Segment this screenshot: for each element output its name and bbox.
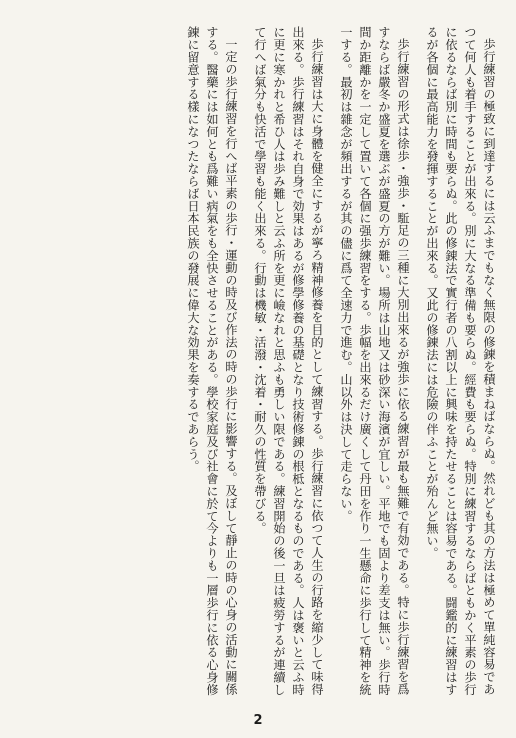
paragraph: 歩行練習の形式は徐歩・強歩・駈足の三種に大別出來るが強歩に依る練習が最も無難で有効である。特に歩行練習を爲すならば嚴冬か盛夏を選ぶが盛夏の方が難い。場所は山地又は砂深い海濱が宜しい。平地でも固より差支は無い。歩行時間か距離かを一定して置いて各個に强歩練習をする。歩幅を出來るだけ廣くして丹田を作り一生懸命に歩行して精神を統一する。最初は雜念が頻出するが其の儘に爲て全速力で進む。山以外は決して走らない。: [339, 26, 410, 696]
page-number: 2: [253, 713, 263, 728]
paragraph: 歩行練習の極致に到達するには云ふまでもなく無限の修錬を積まねばならぬ。然れども其の方法は極めて單純容易であつて何人も着手することが出來る。別に大なる準備も要らぬ。經費も要らぬ。特別に練習するならばともかく平素の歩行に依るならば別に時間も要らぬ。此の修錬法で實行者の八割以上に興味を持たせることは容易である。闘鑑的に練習はするが各個に最高能力を發揮することが出來る。又此の修錬法には危險の伴ふことが殆んど無い。: [425, 26, 496, 696]
paragraph: 歩行練習は大に身體を健全にするが寧ろ精神修養を目的として練習する。歩行練習に依つて人生の行路を縮少して味得出來る。歩行練習はそれ自身で効果はあるが修學修養の基礎となり技術修錬の根柢となるものである。人は褒いと云ふ時に更に寒かれと希ひ人は歩み難しと云ふ所を更に嶮なれと思ふも勇しい限である。練習開始の後一旦は疲勞するが連續して行へば氣分も快活で學習も能く出來る。行動は機敏・活潑・沈着・耐久の性質を帶びる。: [253, 26, 324, 696]
body-text: [16, 26, 498, 698]
paragraph: 一定の歩行練習を行へば平素の歩行・運動の時及び作法の時の歩行に影響する。及ぼして靜止の時の心身の活動に關係する。醫藥には如何とも爲難い病氣をも全快させることがある。學校家庭及び社會に於て今よりも一層歩行に依る心身修錬に留意する樣になつたならば日本民族の發展に偉大な効果を奏するであらう。: [186, 26, 238, 696]
